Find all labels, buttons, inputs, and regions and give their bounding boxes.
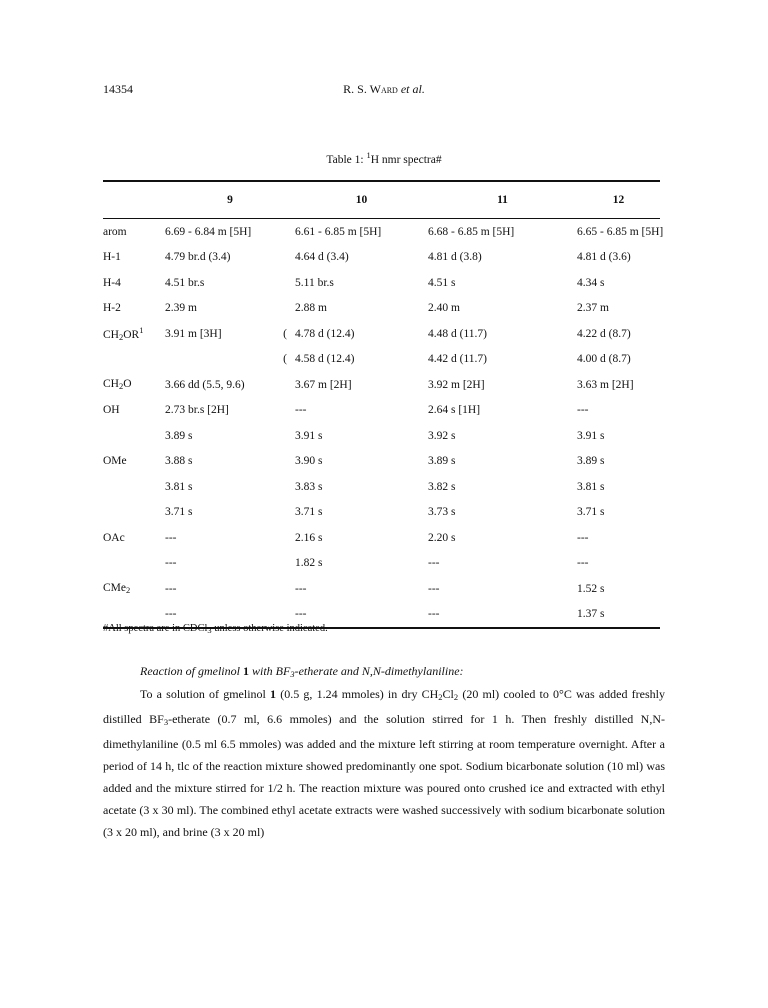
data-cell: 3.88 s bbox=[165, 455, 193, 468]
data-cell: 3.89 s bbox=[165, 429, 193, 442]
bracket-mark bbox=[269, 525, 295, 551]
data-cell: --- bbox=[577, 404, 589, 417]
table-row bbox=[103, 372, 660, 398]
heading-text: with BF bbox=[248, 664, 291, 678]
data-cell: 1.52 s bbox=[577, 582, 605, 595]
row-label bbox=[103, 474, 165, 500]
table-row bbox=[103, 219, 660, 245]
bracket-mark bbox=[269, 500, 295, 526]
section-heading bbox=[0, 664, 768, 679]
data-cell: 6.61 - 6.85 m [5H] bbox=[295, 225, 382, 238]
data-cell: --- bbox=[295, 404, 307, 417]
column-header: 10 bbox=[355, 194, 368, 206]
row-label: OAc bbox=[103, 531, 125, 544]
row-label: $CH_2O$ bbox=[103, 378, 132, 392]
table-row bbox=[103, 245, 660, 271]
data-cell: 2.37 m bbox=[577, 302, 609, 315]
table-row bbox=[103, 500, 660, 526]
table-row bbox=[103, 423, 660, 449]
data-cell: 4.58 d (12.4) bbox=[295, 353, 355, 366]
heading-subscript: 3 bbox=[290, 669, 295, 679]
bracket-mark bbox=[269, 372, 295, 398]
data-cell: 6.69 - 6.84 m [5H] bbox=[165, 225, 252, 238]
data-cell: 3.83 s bbox=[295, 480, 323, 493]
data-cell: 3.90 s bbox=[295, 455, 323, 468]
bracket-mark: ( bbox=[283, 327, 287, 340]
table-row bbox=[103, 398, 660, 424]
table-row bbox=[103, 474, 660, 500]
row-label bbox=[103, 551, 165, 577]
data-cell: 3.89 s bbox=[577, 455, 605, 468]
row-label bbox=[103, 500, 165, 526]
bracket-mark bbox=[269, 270, 295, 296]
data-cell: --- bbox=[577, 531, 589, 544]
data-cell: 2.40 m bbox=[428, 302, 460, 315]
bracket-mark: ( bbox=[283, 353, 287, 366]
data-cell: --- bbox=[295, 608, 307, 621]
data-cell: 2.39 m bbox=[165, 302, 197, 315]
running-head bbox=[0, 82, 768, 97]
row-label: $CH_2OR^1$ bbox=[103, 325, 144, 343]
bracket-mark bbox=[269, 576, 295, 602]
row-label: arom bbox=[103, 225, 127, 238]
bracket-mark bbox=[269, 219, 295, 245]
footnote-text: #All spectra are in CDCl bbox=[103, 623, 208, 634]
footnote-subscript: 3 bbox=[207, 625, 212, 635]
footnote-text-end: unless otherwise indicated. bbox=[211, 623, 328, 634]
data-cell: 3.92 s bbox=[428, 429, 456, 442]
data-cell: 1.82 s bbox=[295, 557, 323, 570]
column-header: 12 bbox=[612, 194, 625, 206]
bracket-mark bbox=[269, 296, 295, 322]
table-row bbox=[103, 551, 660, 577]
table-row bbox=[103, 321, 660, 347]
data-cell: 4.00 d (8.7) bbox=[577, 353, 631, 366]
data-cell: --- bbox=[295, 582, 307, 595]
data-cell: 6.68 - 6.85 m [5H] bbox=[428, 225, 515, 238]
data-cell: 2.73 br.s [2H] bbox=[165, 404, 229, 417]
heading-compound-number: 1 bbox=[242, 664, 249, 678]
row-label: H-2 bbox=[103, 302, 121, 315]
data-cell: 4.34 s bbox=[577, 276, 605, 289]
data-cell: 3.71 s bbox=[165, 506, 193, 519]
data-cell: 4.51 s bbox=[428, 276, 456, 289]
data-cell: 4.48 d (11.7) bbox=[428, 327, 487, 340]
data-cell: --- bbox=[165, 582, 177, 595]
data-cell: 5.11 br.s bbox=[295, 276, 334, 289]
data-cell: 3.71 s bbox=[295, 506, 323, 519]
et-al: et al. bbox=[400, 82, 425, 96]
bracket-mark bbox=[269, 474, 295, 500]
bracket-mark bbox=[269, 423, 295, 449]
bracket-mark bbox=[269, 245, 295, 271]
data-cell: 4.81 d (3.6) bbox=[577, 251, 631, 264]
data-cell: 3.91 m [3H] bbox=[165, 327, 222, 340]
data-cell: 4.51 br.s bbox=[165, 276, 205, 289]
row-label bbox=[103, 347, 165, 373]
data-cell: 4.22 d (8.7) bbox=[577, 327, 631, 340]
data-cell: 2.88 m bbox=[295, 302, 327, 315]
table-row bbox=[103, 296, 660, 322]
data-cell: 3.81 s bbox=[577, 480, 605, 493]
data-cell: 4.81 d (3.8) bbox=[428, 251, 482, 264]
column-header: 9 bbox=[227, 194, 233, 206]
data-cell: 4.64 d (3.4) bbox=[295, 251, 349, 264]
page-number: 14354 bbox=[103, 82, 133, 96]
data-cell: 2.16 s bbox=[295, 531, 323, 544]
caption-text: H nmr spectra# bbox=[370, 154, 442, 166]
data-cell: 3.73 s bbox=[428, 506, 456, 519]
data-cell: 4.79 br.d (3.4) bbox=[165, 251, 231, 264]
data-cell: 4.78 d (12.4) bbox=[295, 327, 355, 340]
row-label: OH bbox=[103, 404, 120, 417]
data-cell: 3.66 dd (5.5, 9.6) bbox=[165, 378, 245, 391]
row-label: CMe$_2$ bbox=[103, 582, 131, 596]
data-cell: --- bbox=[428, 582, 440, 595]
nmr-data-body bbox=[103, 219, 664, 627]
column-header: 11 bbox=[497, 194, 508, 206]
data-cell: --- bbox=[577, 557, 589, 570]
row-label: OMe bbox=[103, 455, 127, 468]
table-row bbox=[103, 347, 660, 373]
nmr-table bbox=[103, 180, 664, 629]
table-row bbox=[103, 270, 660, 296]
row-label bbox=[103, 423, 165, 449]
table-header-row bbox=[103, 182, 660, 218]
data-cell: --- bbox=[165, 608, 177, 621]
caption-prefix: Table 1: bbox=[326, 154, 367, 166]
header-label-cell bbox=[103, 182, 165, 218]
data-cell bbox=[165, 347, 269, 373]
data-cell: 1.37 s bbox=[577, 608, 605, 621]
table-caption bbox=[0, 150, 768, 166]
data-cell: --- bbox=[428, 608, 440, 621]
data-cell: 3.82 s bbox=[428, 480, 456, 493]
nmr-data-table bbox=[103, 182, 660, 218]
data-cell: --- bbox=[165, 531, 177, 544]
data-cell: 3.67 m [2H] bbox=[295, 378, 352, 391]
data-cell: 2.64 s [1H] bbox=[428, 404, 481, 417]
row-label: H-1 bbox=[103, 251, 121, 264]
data-cell: 3.81 s bbox=[165, 480, 193, 493]
heading-text: Reaction of gmelinol bbox=[140, 664, 243, 678]
heading-text: -etherate and N,N-dimethylaniline: bbox=[294, 664, 464, 678]
experimental-paragraph: To a solution of gmelinol 1 (0.5 g, 1.24 mmoles) in dry $CH_2Cl_2$ (20 ml) cooled to 0°C was added freshly distilled $BF_3$-etherate (0.7 ml, 6.6 mmoles) and the solution stirred for 1 h. Then freshly distilled N,N-dimethylaniline (0.5 ml 6.5 mmoles) was added and the mixture left stirring at room temperature overnight. After a period of 14 h, tlc of the reaction mixture showed predominantly one spot. Sodium bicarbonate solution (10 ml) was added and the mixture stirred for 1/2 h. The reaction mixture was poured onto crushed ice and extracted with ethyl acetate (3 x 30 ml). The combined ethyl acetate extracts were washed successively with sodium bicarbonate solution (3 x 20 ml), and brine (3 x 20 ml) bbox=[103, 687, 665, 839]
data-cell: 3.89 s bbox=[428, 455, 456, 468]
data-cell: 3.71 s bbox=[577, 506, 605, 519]
data-cell: 3.92 m [2H] bbox=[428, 378, 485, 391]
data-cell: 6.65 - 6.85 m [5H] bbox=[577, 225, 664, 238]
data-cell: 2.20 s bbox=[428, 531, 456, 544]
row-label: H-4 bbox=[103, 276, 121, 289]
bracket-mark bbox=[269, 551, 295, 577]
table-row bbox=[103, 525, 660, 551]
data-cell: --- bbox=[165, 557, 177, 570]
data-cell: 3.63 m [2H] bbox=[577, 378, 634, 391]
data-cell: 3.91 s bbox=[577, 429, 605, 442]
table-row bbox=[103, 449, 660, 475]
data-cell: --- bbox=[428, 557, 440, 570]
caption-superscript: 1 bbox=[366, 150, 371, 160]
table-footnote bbox=[103, 623, 328, 635]
bracket-mark bbox=[269, 449, 295, 475]
table-row bbox=[103, 576, 660, 602]
data-cell: 4.42 d (11.7) bbox=[428, 353, 487, 366]
author-name: R. S. Ward bbox=[343, 82, 398, 96]
bracket-mark bbox=[269, 398, 295, 424]
data-cell: 3.91 s bbox=[295, 429, 323, 442]
